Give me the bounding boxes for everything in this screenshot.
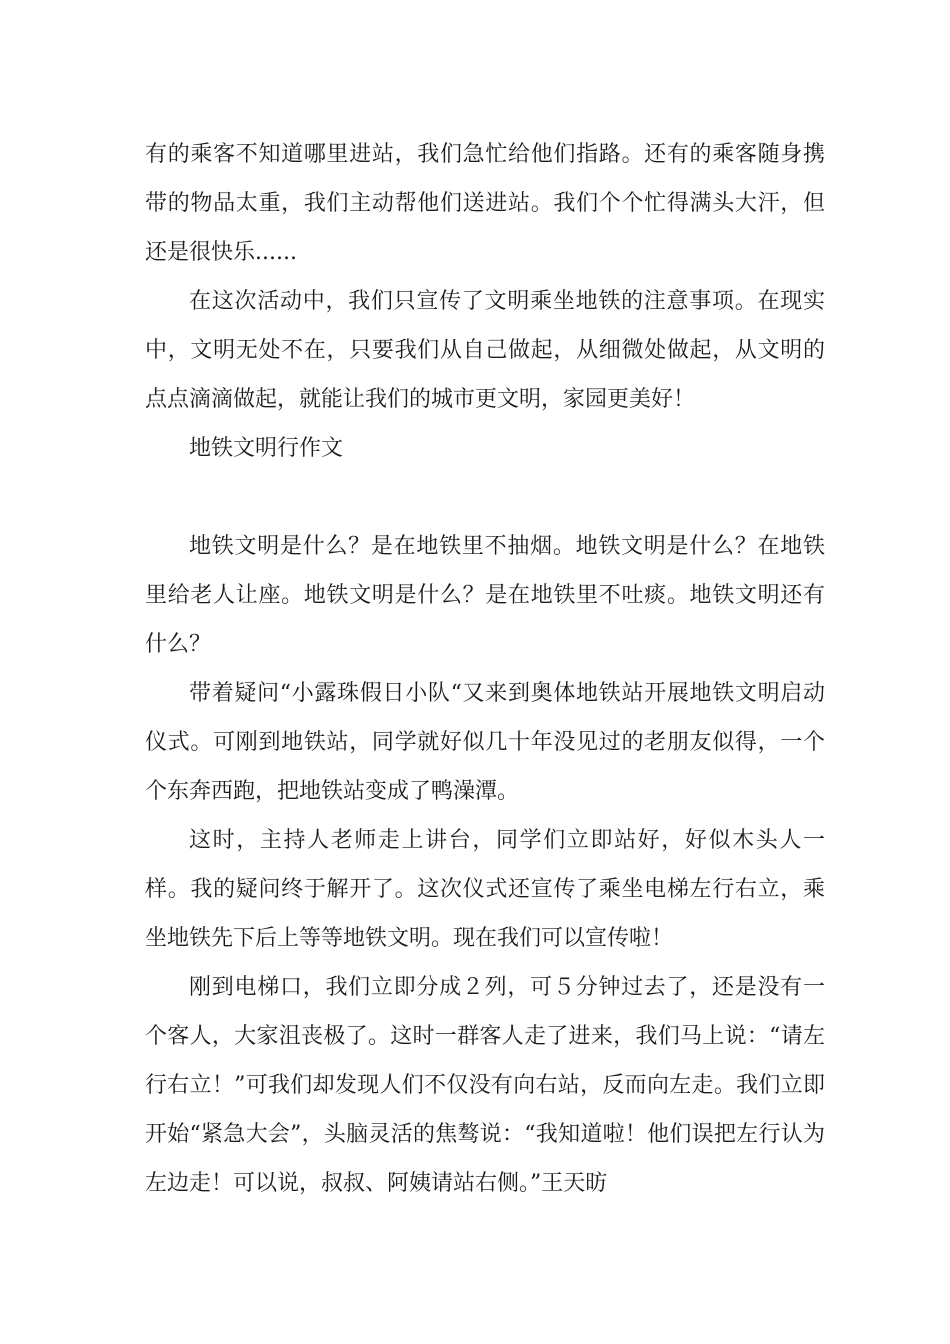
paragraph-4: 带着疑问“小露珠假日小队“又来到奥体地铁站开展地铁文明启动仪式。可刚到地铁站，同学就好似几十年没见过的老朋友似得，一个个东奔西跑，把地铁站变成了鸭澡潭。	[145, 681, 825, 804]
paragraph-1: 有的乘客不知道哪里进站，我们急忙给他们指路。还有的乘客随身携带的物品太重，我们主动帮他们送进站。我们个个忙得满头大汗，但还是很快乐......	[145, 142, 825, 265]
paragraph-3: 地铁文明是什么？是在地铁里不抽烟。地铁文明是什么？在地铁里给老人让座。地铁文明是什么？是在地铁里不吐痰。地铁文明还有什么？	[145, 534, 825, 657]
document-body	[145, 130, 825, 1208]
blank-line	[145, 473, 825, 522]
paragraph-6: 刚到电梯口，我们立即分成２列，可５分钟过去了，还是没有一个客人，大家沮丧极了。这时一群客人走了进来，我们马上说：“请左行右立！”可我们却发现人们不仅没有向右站，反而向左走。我们立即开始“紧急大会”，头脑灵活的焦骜说：“我知道啦！他们误把左行认为左边走！可以说，叔叔、阿姨请站右侧。”王天昉	[145, 975, 825, 1196]
paragraph-2: 在这次活动中，我们只宣传了文明乘坐地铁的注意事项。在现实中，文明无处不在，只要我们从自己做起，从细微处做起，从文明的点点滴滴做起，就能让我们的城市更文明，家园更美好！	[145, 289, 825, 412]
paragraph-5: 这时，主持人老师走上讲台，同学们立即站好，好似木头人一样。我的疑问终于解开了。这次仪式还宣传了乘坐电梯左行右立，乘坐地铁先下后上等等地铁文明。现在我们可以宣传啦！	[145, 828, 825, 951]
essay-title: 地铁文明行作文	[189, 436, 344, 461]
